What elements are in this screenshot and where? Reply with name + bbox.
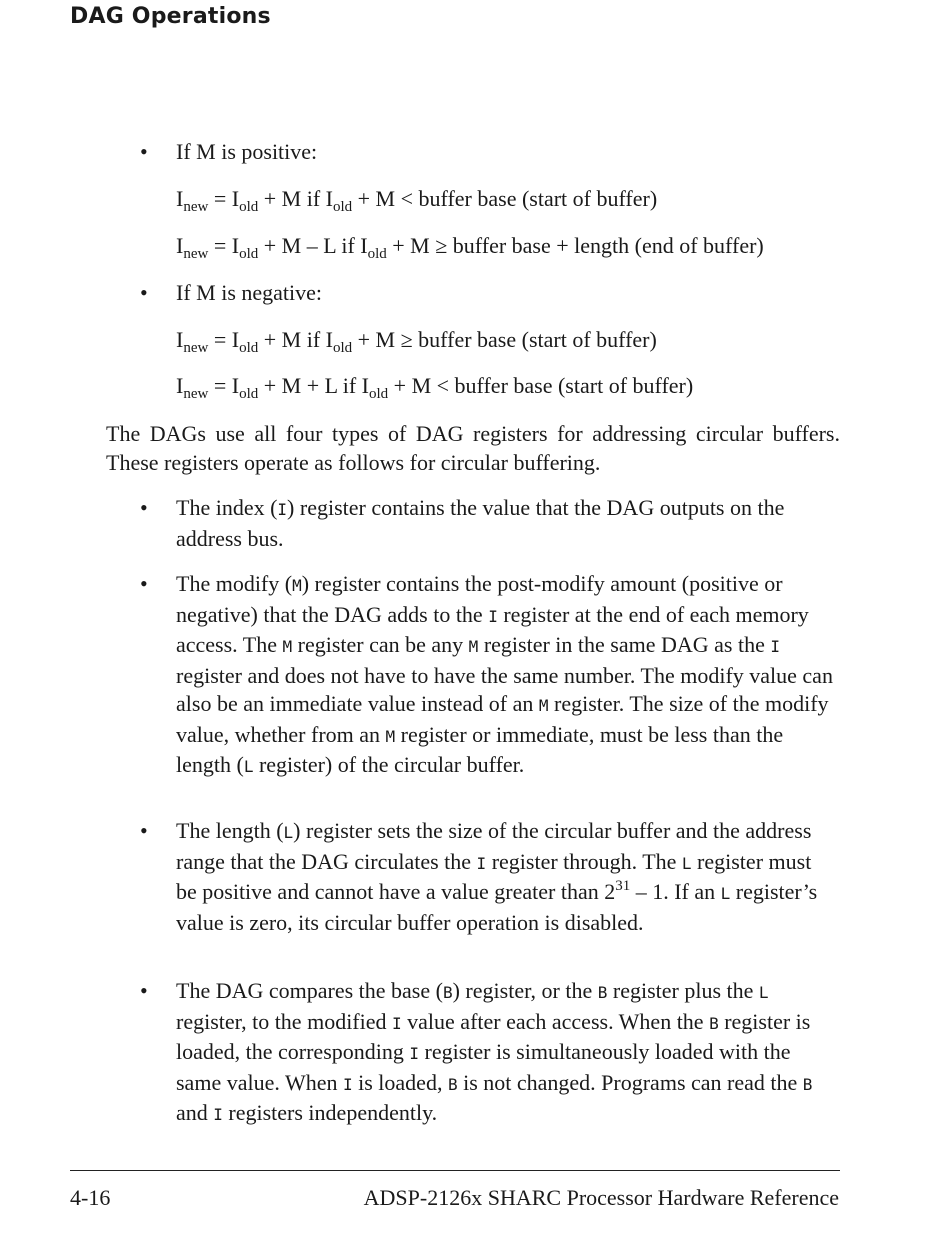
negative-label: If M is negative: (176, 280, 323, 305)
item-modify-register: The modify (M) register contains the post-modify amount (positive or negative) that the DAG adds to the I register at the end of each memory access. The M register can be any M register in the same DAG as the I register and does not have to have the same number. The modify value can also be an immediate value instead of an M register. The size of the modify value, whether from an M register or immediate, must be less than the length (L register) of the circular buffer. (176, 571, 833, 777)
item-base-register: The DAG compares the base (B) register, or the B register plus the L register, to the modified I value after each access. When the B register is loaded, the corresponding I register is simultaneously loaded with the same value. When I is loaded, B is not changed. Programs can read the B and I registers independently. (176, 978, 813, 1125)
page-number: 4-16 (70, 1185, 111, 1210)
formula-positive-2: $I_{new} = I_{old} + M - L$ if $I_{old} + M$ ≥ buffer base + length (end of buffer) (176, 233, 764, 262)
bullet-positive: • (140, 139, 148, 164)
bullet-negative: • (140, 280, 148, 305)
bullet-base: • (140, 978, 148, 1003)
formula-negative-1: $I_{new} = I_{old} + M$ if $I_{old} + M$ ≥ buffer base (start of buffer) (176, 327, 657, 356)
book-title: ADSP-2126x SHARC Processor Hardware Reference (363, 1185, 839, 1210)
item-index-register: The index (I) register contains the value that the DAG outputs on the address bus. (176, 495, 785, 551)
positive-label: If M is positive: (176, 139, 318, 164)
formula-positive-1: $I_{new} = I_{old} + M$ if $I_{old} + M$ < buffer base (start of buffer) (176, 186, 658, 215)
bullet-length: • (140, 818, 148, 843)
footer-divider (70, 1170, 840, 1171)
formula-negative-2: $I_{new} = I_{old} + M + L$ if $I_{old} + M$ < buffer base (start of buffer) (176, 373, 694, 402)
bullet-modify: • (140, 571, 148, 596)
section-header: DAG Operations (70, 4, 271, 29)
item-length-register: The length (L) register sets the size of the circular buffer and the address range that the DAG circulates the I register through. The L register must be positive and cannot have a value greater than $2^{31} - 1$. If an L register’s value is zero, its circular buffer operation is disabled. (176, 818, 818, 935)
intro-paragraph: The DAGs use all four types of DAG registers for addressing circular buffers. These registers operate as follows for circular buffering. (106, 421, 840, 475)
bullet-index: • (140, 495, 148, 520)
